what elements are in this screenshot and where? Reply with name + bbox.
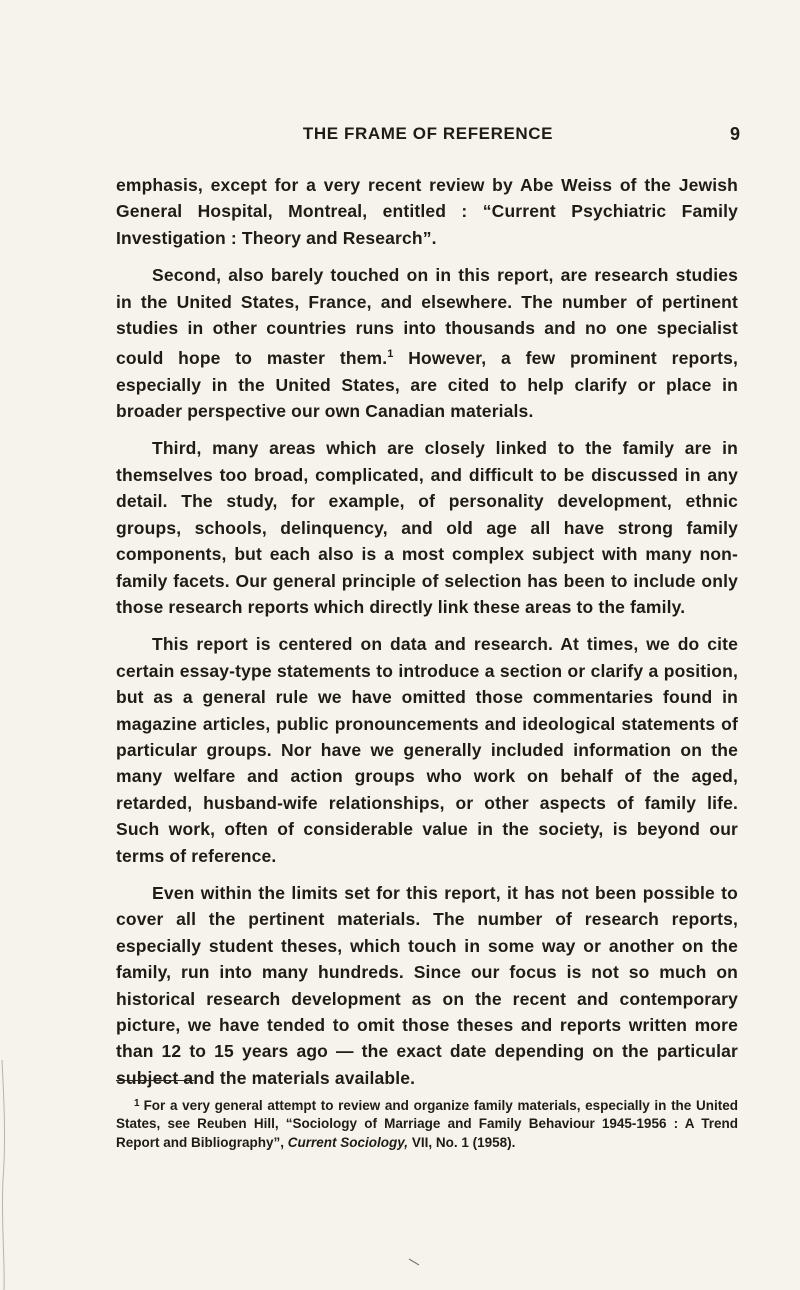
footnote-marker: 1 — [134, 1098, 140, 1109]
running-head-title: THE FRAME OF REFERENCE — [302, 124, 554, 143]
paragraph-1: emphasis, except for a very recent review by Abe Weiss of the Jewish General Hospital, Montreal, entitled : “Current Psychiatric Family Investigation : Theory and Research”. — [116, 175, 738, 248]
footnote-text: For a very general attempt to review and organize family materials, especially in the United States, see Reuben Hill, “Sociology of Marriage and Family Behaviour 1945-1956 : A Trend Report and Bibliography”, — [116, 1098, 738, 1150]
paragraph-3: Third, many areas which are closely linked to the family are in themselves too broad, complicated, and difficult to be discussed in any detail. The study, for example, of personality development, ethnic groups, schools, delinquency, and old age all have strong family components, but each also is a most complex subject with many non-family facets. Our general principle of selection has been to include only those research reports which directly link these areas to the family. — [116, 438, 738, 617]
paragraph-2 — [116, 262, 738, 424]
body-text — [116, 172, 738, 1102]
footnote — [116, 1095, 738, 1152]
page-number: 9 — [729, 124, 740, 144]
footnote-citation: VII, No. 1 (1958). — [411, 1134, 516, 1150]
footnote-divider — [116, 1080, 194, 1081]
scan-tick-mark — [408, 1258, 420, 1266]
scan-edge-mark — [0, 1060, 10, 1290]
paragraph-2-text: Second, also barely touched on in this report, are research studies in the United States, France, and elsewhere. The number of pertinent studies in other countries runs into thousands and no one specialist could hope to master them. — [116, 265, 738, 369]
footnote-journal: Current Sociology, — [287, 1134, 409, 1150]
paragraph-2-continuation: However, a few prominent reports, especially in the United States, are cited to help clarify or place in broader perspective our own Canadian materials. — [116, 348, 738, 422]
footnote-reference: 1 — [387, 348, 394, 361]
running-head — [118, 124, 738, 154]
paragraph-5: Even within the limits set for this report, it has not been possible to cover all the pertinent materials. The number of research reports, especially student theses, which touch in some way or another on the family, run into many hundreds. Since our focus is not so much on historical research development as on the recent and contemporary picture, we have tended to omit those theses and reports written more than 12 to 15 years ago — the exact date depending on the particular subject and the materials available. — [116, 882, 738, 1088]
paragraph-4: This report is centered on data and research. At times, we do cite certain essay-type statements to introduce a section or clarify a position, but as a general rule we have omitted those commentaries found in magazine articles, public pronouncements and ideological statements of particular groups. Nor have we generally included information on the many welfare and action groups who work on behalf of the aged, retarded, husband-wife relationships, or other aspects of family life. Such work, often of considerable value in the society, is beyond our terms of reference. — [116, 634, 738, 866]
